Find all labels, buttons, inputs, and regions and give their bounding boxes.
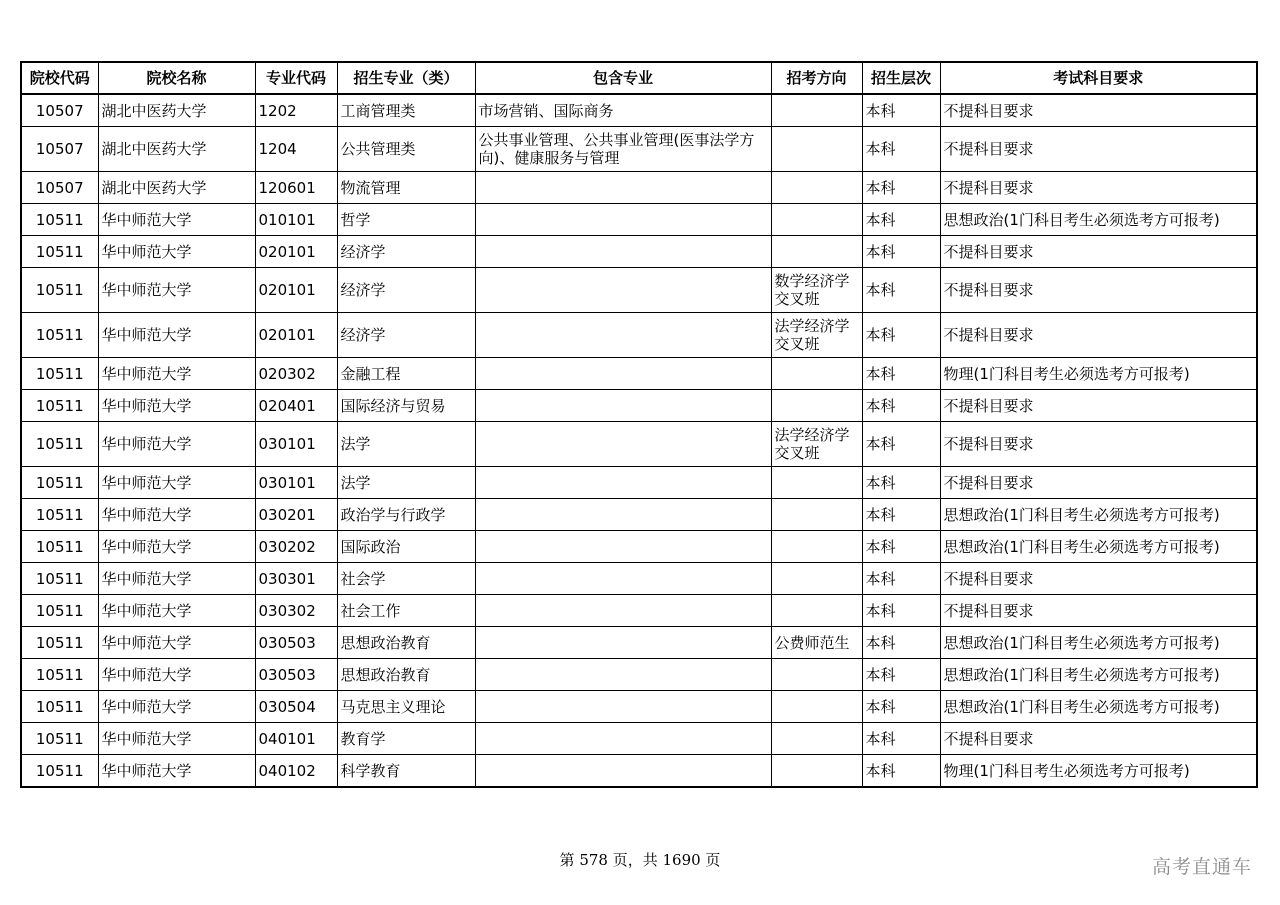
cell-major-code: 040101 [255,723,337,755]
cell-requirement: 不提科目要求 [940,172,1257,204]
header-level: 招生层次 [862,62,940,94]
cell-includes [475,691,771,723]
cell-major: 金融工程 [337,358,475,390]
cell-level: 本科 [862,467,940,499]
cell-includes: 公共事业管理、公共事业管理(医事法学方向)、健康服务与管理 [475,127,771,172]
cell-major-code: 010101 [255,204,337,236]
cell-direction: 法学经济学交叉班 [771,422,862,467]
cell-school-code: 10511 [21,236,98,268]
cell-major-code: 030201 [255,499,337,531]
cell-school-code: 10511 [21,467,98,499]
cell-requirement: 思想政治(1门科目考生必须选考方可报考) [940,691,1257,723]
cell-school-name: 华中师范大学 [98,467,255,499]
cell-school-code: 10507 [21,127,98,172]
cell-requirement: 思想政治(1门科目考生必须选考方可报考) [940,204,1257,236]
table-row [21,531,1257,563]
cell-level: 本科 [862,94,940,127]
cell-school-code: 10507 [21,94,98,127]
cell-level: 本科 [862,204,940,236]
table-row [21,563,1257,595]
cell-school-code: 10511 [21,390,98,422]
cell-includes [475,358,771,390]
table-row [21,172,1257,204]
cell-requirement: 不提科目要求 [940,595,1257,627]
cell-major-code: 030202 [255,531,337,563]
cell-school-code: 10511 [21,531,98,563]
cell-major: 思想政治教育 [337,627,475,659]
cell-major-code: 020101 [255,313,337,358]
cell-major-code: 1204 [255,127,337,172]
table-row [21,268,1257,313]
cell-school-code: 10511 [21,659,98,691]
cell-level: 本科 [862,422,940,467]
header-major: 招生专业（类） [337,62,475,94]
cell-major: 国际政治 [337,531,475,563]
cell-school-name: 华中师范大学 [98,390,255,422]
cell-requirement: 不提科目要求 [940,563,1257,595]
cell-school-name: 华中师范大学 [98,422,255,467]
cell-level: 本科 [862,127,940,172]
table-row [21,627,1257,659]
cell-school-code: 10511 [21,313,98,358]
cell-major-code: 020101 [255,268,337,313]
cell-level: 本科 [862,691,940,723]
header-includes: 包含专业 [475,62,771,94]
cell-includes [475,172,771,204]
cell-level: 本科 [862,531,940,563]
cell-includes [475,531,771,563]
table-row [21,595,1257,627]
cell-school-name: 华中师范大学 [98,358,255,390]
cell-major: 工商管理类 [337,94,475,127]
cell-level: 本科 [862,755,940,788]
cell-direction [771,563,862,595]
cell-major-code: 030301 [255,563,337,595]
cell-level: 本科 [862,236,940,268]
cell-includes [475,723,771,755]
cell-requirement: 不提科目要求 [940,313,1257,358]
table-row [21,499,1257,531]
cell-level: 本科 [862,563,940,595]
cell-level: 本科 [862,723,940,755]
cell-requirement: 不提科目要求 [940,94,1257,127]
cell-school-code: 10511 [21,358,98,390]
cell-school-code: 10511 [21,755,98,788]
cell-level: 本科 [862,499,940,531]
cell-requirement: 思想政治(1门科目考生必须选考方可报考) [940,531,1257,563]
cell-school-name: 华中师范大学 [98,268,255,313]
cell-includes: 市场营销、国际商务 [475,94,771,127]
cell-major: 经济学 [337,313,475,358]
cell-includes [475,467,771,499]
header-requirement: 考试科目要求 [940,62,1257,94]
table-header-row [21,62,1257,94]
table-row [21,390,1257,422]
cell-requirement: 不提科目要求 [940,127,1257,172]
table-row [21,204,1257,236]
cell-school-name: 华中师范大学 [98,236,255,268]
cell-direction [771,127,862,172]
cell-direction [771,467,862,499]
watermark-text: 高考直通车 [1151,856,1252,878]
cell-major-code: 020401 [255,390,337,422]
cell-major-code: 030101 [255,422,337,467]
cell-includes [475,595,771,627]
table-body [21,94,1257,787]
cell-school-name: 华中师范大学 [98,313,255,358]
cell-direction: 公费师范生 [771,627,862,659]
cell-school-name: 华中师范大学 [98,755,255,788]
cell-school-name: 湖北中医药大学 [98,94,255,127]
cell-school-code: 10507 [21,172,98,204]
cell-school-code: 10511 [21,499,98,531]
page-number: 第 578 页，共 1690 页 [559,851,721,869]
cell-direction [771,390,862,422]
cell-major: 马克思主义理论 [337,691,475,723]
cell-major: 法学 [337,467,475,499]
cell-major: 法学 [337,422,475,467]
cell-requirement: 不提科目要求 [940,390,1257,422]
cell-includes [475,627,771,659]
table-row [21,691,1257,723]
cell-school-name: 华中师范大学 [98,595,255,627]
cell-requirement: 物理(1门科目考生必须选考方可报考) [940,755,1257,788]
cell-level: 本科 [862,358,940,390]
cell-direction [771,691,862,723]
cell-direction [771,94,862,127]
cell-school-name: 华中师范大学 [98,659,255,691]
cell-includes [475,204,771,236]
cell-major-code: 030302 [255,595,337,627]
cell-school-name: 华中师范大学 [98,531,255,563]
cell-requirement: 思想政治(1门科目考生必须选考方可报考) [940,627,1257,659]
cell-direction [771,236,862,268]
cell-school-name: 华中师范大学 [98,563,255,595]
cell-major: 科学教育 [337,755,475,788]
cell-includes [475,499,771,531]
cell-school-name: 湖北中医药大学 [98,127,255,172]
cell-major: 国际经济与贸易 [337,390,475,422]
cell-level: 本科 [862,313,940,358]
cell-direction [771,531,862,563]
header-school-name: 院校名称 [98,62,255,94]
cell-major: 哲学 [337,204,475,236]
cell-major: 教育学 [337,723,475,755]
cell-major-code: 030101 [255,467,337,499]
cell-major: 经济学 [337,236,475,268]
cell-major: 物流管理 [337,172,475,204]
cell-major-code: 020101 [255,236,337,268]
cell-major-code: 040102 [255,755,337,788]
cell-direction [771,755,862,788]
cell-school-name: 华中师范大学 [98,627,255,659]
header-major-code: 专业代码 [255,62,337,94]
table-row [21,127,1257,172]
cell-includes [475,755,771,788]
cell-school-code: 10511 [21,204,98,236]
cell-direction [771,659,862,691]
cell-level: 本科 [862,595,940,627]
cell-major-code: 030503 [255,627,337,659]
cell-direction [771,723,862,755]
cell-direction [771,204,862,236]
cell-major: 社会学 [337,563,475,595]
cell-level: 本科 [862,659,940,691]
cell-includes [475,313,771,358]
cell-includes [475,422,771,467]
cell-requirement: 物理(1门科目考生必须选考方可报考) [940,358,1257,390]
cell-direction [771,172,862,204]
table-row [21,755,1257,788]
cell-requirement: 不提科目要求 [940,268,1257,313]
table-row [21,94,1257,127]
cell-major: 经济学 [337,268,475,313]
cell-direction: 法学经济学交叉班 [771,313,862,358]
cell-level: 本科 [862,172,940,204]
table-row [21,236,1257,268]
cell-includes [475,236,771,268]
cell-school-name: 华中师范大学 [98,723,255,755]
table-row [21,422,1257,467]
cell-major: 思想政治教育 [337,659,475,691]
cell-includes [475,390,771,422]
cell-school-code: 10511 [21,723,98,755]
table-row [21,723,1257,755]
cell-major-code: 030504 [255,691,337,723]
cell-school-name: 华中师范大学 [98,499,255,531]
cell-school-name: 湖北中医药大学 [98,172,255,204]
cell-requirement: 思想政治(1门科目考生必须选考方可报考) [940,499,1257,531]
table-row [21,358,1257,390]
cell-direction [771,499,862,531]
cell-level: 本科 [862,268,940,313]
cell-major-code: 1202 [255,94,337,127]
cell-major: 社会工作 [337,595,475,627]
cell-school-code: 10511 [21,691,98,723]
cell-major-code: 020302 [255,358,337,390]
cell-direction [771,595,862,627]
cell-requirement: 不提科目要求 [940,723,1257,755]
cell-school-code: 10511 [21,268,98,313]
cell-includes [475,268,771,313]
cell-requirement: 不提科目要求 [940,422,1257,467]
cell-school-code: 10511 [21,595,98,627]
cell-major: 公共管理类 [337,127,475,172]
cell-school-name: 华中师范大学 [98,691,255,723]
cell-requirement: 不提科目要求 [940,236,1257,268]
cell-school-code: 10511 [21,627,98,659]
cell-includes [475,563,771,595]
cell-requirement: 不提科目要求 [940,467,1257,499]
cell-level: 本科 [862,627,940,659]
cell-school-code: 10511 [21,422,98,467]
cell-direction [771,358,862,390]
cell-includes [475,659,771,691]
header-direction: 招考方向 [771,62,862,94]
cell-major: 政治学与行政学 [337,499,475,531]
cell-direction: 数学经济学交叉班 [771,268,862,313]
cell-school-name: 华中师范大学 [98,204,255,236]
cell-level: 本科 [862,390,940,422]
table-row [21,467,1257,499]
cell-major-code: 030503 [255,659,337,691]
cell-major-code: 120601 [255,172,337,204]
table-row [21,313,1257,358]
cell-requirement: 思想政治(1门科目考生必须选考方可报考) [940,659,1257,691]
table-row [21,659,1257,691]
cell-school-code: 10511 [21,563,98,595]
header-school-code: 院校代码 [21,62,98,94]
admissions-table [20,61,1258,788]
